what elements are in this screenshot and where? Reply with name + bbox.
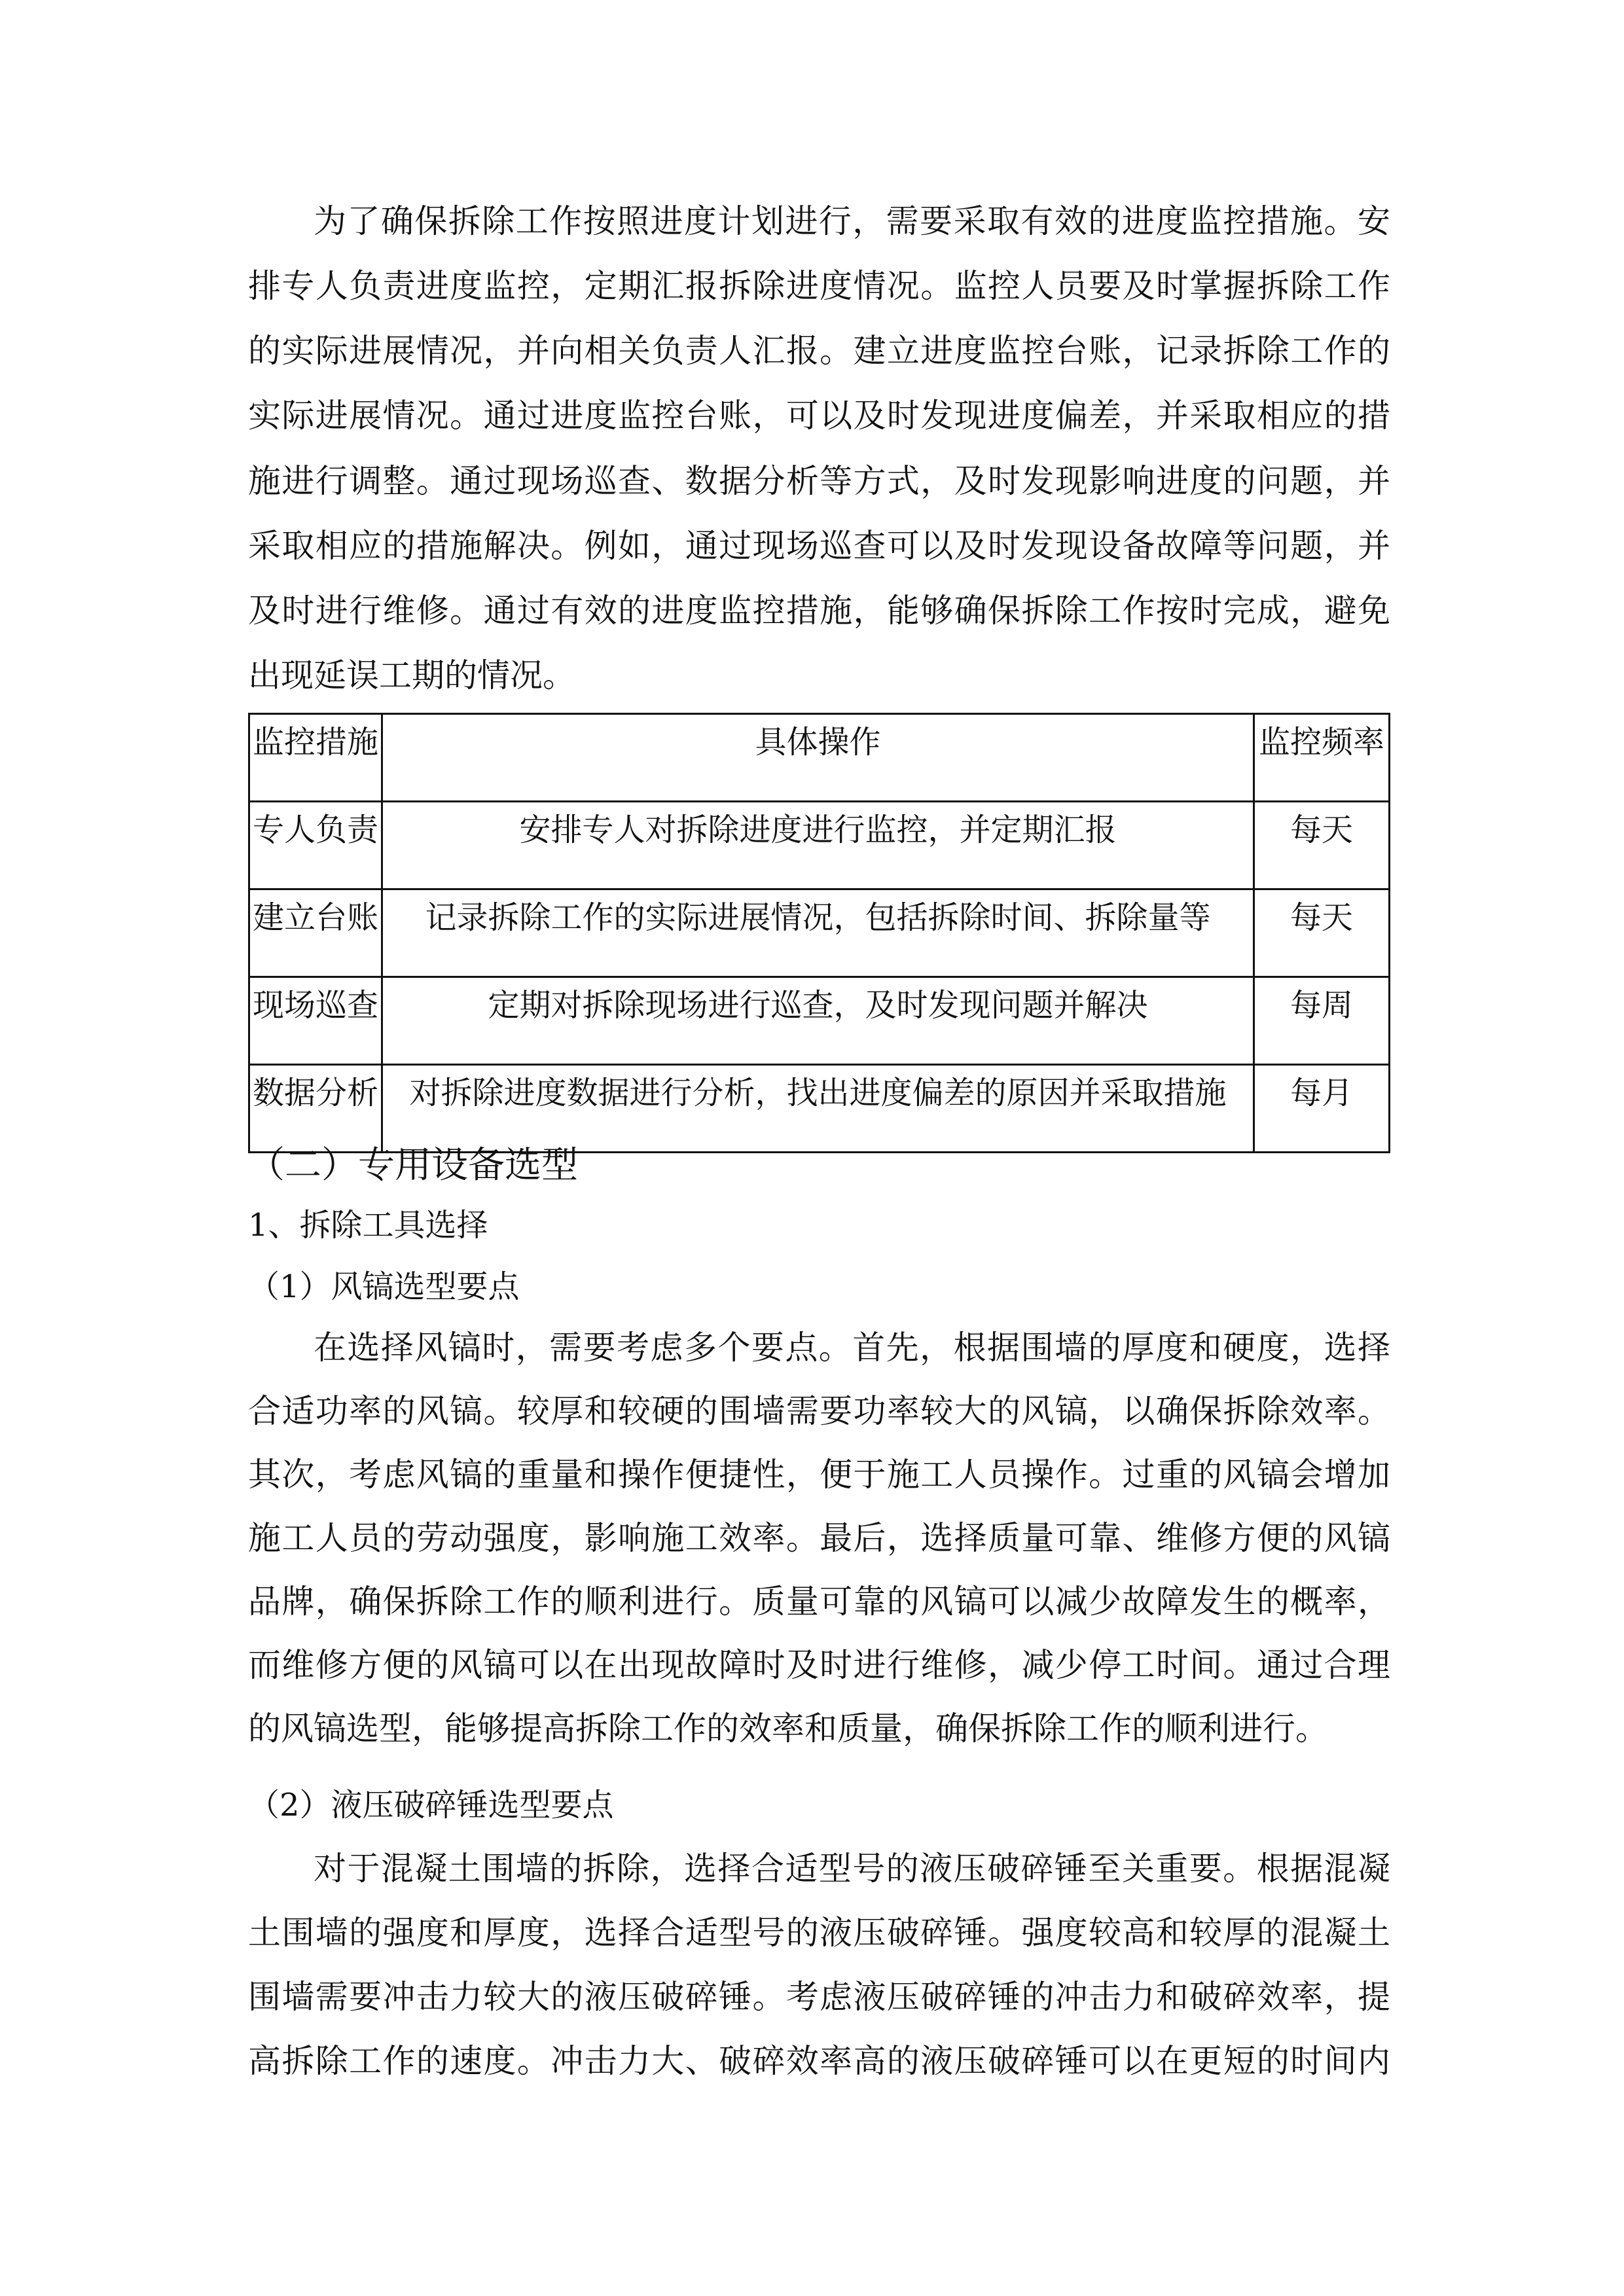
text-line: 在选择风镐时，需要考虑多个要点。首先，根据围墙的厚度和硬度，选择 [314,1329,1390,1367]
text-line: 高拆除工作的速度。冲击力大、破碎效率高的液压破碎锤可以在更短的时间内 [248,2042,1390,2080]
subheading: （2）液压破碎锤选型要点 [248,1787,614,1823]
text-line: 而维修方便的风镐可以在出现故障时及时进行维修，减少停工时间。通过合理 [248,1646,1390,1684]
table-cell: 对拆除进度数据进行分析，找出进度偏差的原因并采取措施 [382,1065,1254,1153]
text-line: 的风镐选型，能够提高拆除工作的效率和质量，确保拆除工作的顺利进行。 [248,1710,1328,1748]
table-row [249,802,1390,889]
table-cell: 安排专人对拆除进度进行监控，并定期汇报 [382,802,1254,889]
table-row [249,977,1390,1065]
text-line: 施进行调整。通过现场巡查、数据分析等方式，及时发现影响进度的问题，并 [248,462,1390,500]
table-header-cell: 监控频率 [1254,714,1390,802]
table-header-cell: 具体操作 [382,714,1254,802]
text-line: 其次，考虑风镐的重量和操作便捷性，便于施工人员操作。过重的风镐会增加 [248,1456,1390,1494]
table-cell: 专人负责 [249,802,382,889]
text-line: 围墙需要冲击力较大的液压破碎锤。考虑液压破碎锤的冲击力和破碎效率，提 [248,1978,1390,2016]
text-line: 出现延误工期的情况。 [248,656,575,694]
subheading: 1、拆除工具选择 [248,1207,488,1244]
text-line: 为了确保拆除工作按照进度计划进行，需要采取有效的进度监控措施。安 [314,202,1390,240]
text-line: 品牌，确保拆除工作的顺利进行。质量可靠的风镐可以减少故障发生的概率， [248,1583,1390,1621]
table-cell: 每天 [1254,889,1390,977]
subheading: （1）风镐选型要点 [248,1268,520,1305]
table-row [249,1065,1390,1153]
table-cell: 记录拆除工作的实际进展情况，包括拆除时间、拆除量等 [382,889,1254,977]
table-cell: 数据分析 [249,1065,382,1153]
text-line: 合适功率的风镐。较厚和较硬的围墙需要功率较大的风镐，以确保拆除效率。 [248,1392,1390,1430]
table-cell: 每周 [1254,977,1390,1065]
table-cell: 现场巡查 [249,977,382,1065]
table-cell: 每天 [1254,802,1390,889]
table-cell: 定期对拆除现场进行巡查，及时发现问题并解决 [382,977,1254,1065]
text-line: 对于混凝土围墙的拆除，选择合适型号的液压破碎锤至关重要。根据混凝 [314,1850,1390,1888]
text-line: 施工人员的劳动强度，影响施工效率。最后，选择质量可靠、维修方便的风镐 [248,1519,1390,1557]
table-cell: 每月 [1254,1065,1390,1153]
section-heading: （二）专用设备选型 [248,1144,578,1187]
text-line: 实际进展情况。通过进度监控台账，可以及时发现进度偏差，并采取相应的措 [248,397,1390,435]
monitoring-measures-table [248,713,1390,1153]
text-line: 土围墙的强度和厚度，选择合适型号的液压破碎锤。强度较高和较厚的混凝土 [248,1914,1390,1952]
text-line: 及时进行维修。通过有效的进度监控措施，能够确保拆除工作按时完成，避免 [248,592,1390,630]
text-line: 排专人负责进度监控，定期汇报拆除进度情况。监控人员要及时掌握拆除工作 [248,267,1390,305]
table-row [249,889,1390,977]
text-line: 的实际进展情况，并向相关负责人汇报。建立进度监控台账，记录拆除工作的 [248,332,1390,370]
table-header-row [249,714,1390,802]
text-line: 采取相应的措施解决。例如，通过现场巡查可以及时发现设备故障等问题，并 [248,527,1390,565]
table-header-cell: 监控措施 [249,714,382,802]
table-cell: 建立台账 [249,889,382,977]
